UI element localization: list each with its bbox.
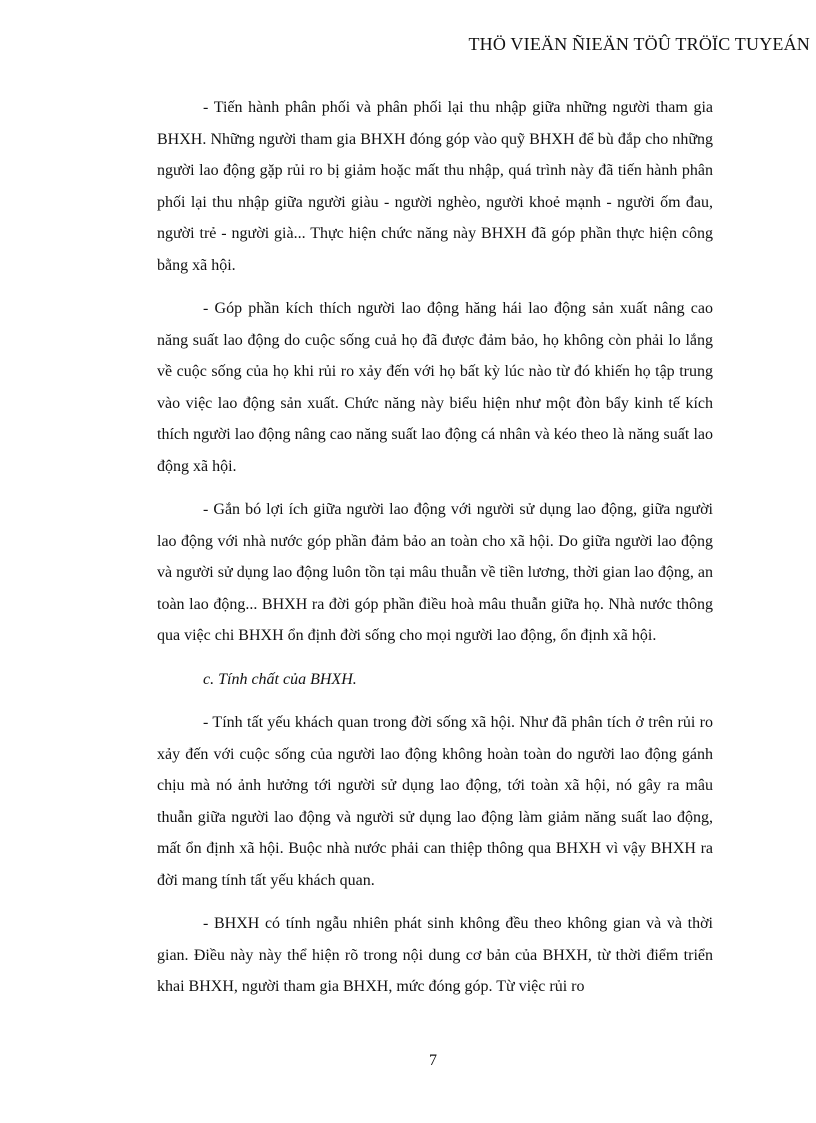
page-number: 7 xyxy=(429,1052,437,1069)
section-subheading: c. Tính chất của BHXH. xyxy=(203,670,357,688)
paragraph-redistribution: - Tiến hành phân phối và phân phối lại thu nhập giữa những người tham gia BHXH. Những người tham gia BHXH đóng góp vào quỹ BHXH để bù đắp cho những người lao động gặp rủi ro bị giảm hoặc mất thu nhập, quá trình này đã tiến hành phân phối lại thu nhập giữa người giàu - người nghèo, người khoẻ mạnh - người ốm đau, người trẻ - người già... Thực hiện chức năng này BHXH đã góp phần thực hiện công bằng xã hội. xyxy=(157,99,713,274)
paragraph-productivity: - Góp phần kích thích người lao động hăng hái lao động sản xuất nâng cao năng suất lao động do cuộc sống cuả họ đã được đảm bảo, họ không còn phải lo lắng về cuộc sống của họ khi rủi ro xảy đến với họ bất kỳ lúc nào từ đó khiến họ tập trung vào việc lao động sản xuất. Chức năng này biểu hiện như một đòn bẩy kinh tế kích thích người lao động nâng cao năng suất lao động cá nhân và kéo theo là năng suất lao động xã hội. xyxy=(157,300,713,475)
paragraph-interests: - Gắn bó lợi ích giữa người lao động với người sử dụng lao động, giữa người lao động với nhà nước góp phần đảm bảo an toàn cho xã hội. Do giữa người lao động và người sử dụng lao động luôn tồn tại mâu thuẫn về tiền lương, thời gian lao động, an toàn lao động... BHXH ra đời góp phần điều hoà mâu thuẫn giữa họ. Nhà nước thông qua việc chi BHXH ổn định đời sống cho mọi người lao động, ổn định xã hội. xyxy=(157,501,713,644)
page-header-title: THÖ VIEÄN ÑIEÄN TÖÛ TRÖÏC TUYEÁN xyxy=(468,34,810,54)
paragraph-objective-necessity: - Tính tất yếu khách quan trong đời sống xã hội. Như đã phân tích ở trên rủi ro xảy đến với cuộc sống của người lao động không hoàn toàn do người lao động gánh chịu mà nó ảnh hưởng tới người sử dụng lao động, tới toàn xã hội, nó gây ra mâu thuẫn giữa người lao động và người sử dụng lao động làm giảm năng suất lao động, mất ổn định xã hội. Buộc nhà nước phải can thiệp thông qua BHXH vì vậy BHXH ra đời mang tính tất yếu khách quan. xyxy=(157,714,713,889)
paragraph-randomness: - BHXH có tính ngẫu nhiên phát sinh không đều theo không gian và và thời gian. Điều này này thể hiện rõ trong nội dung cơ bản của BHXH, từ thời điểm triển khai BHXH, người tham gia BHXH, mức đóng góp. Từ việc rủi ro xyxy=(157,915,713,995)
document-body xyxy=(157,92,713,1015)
